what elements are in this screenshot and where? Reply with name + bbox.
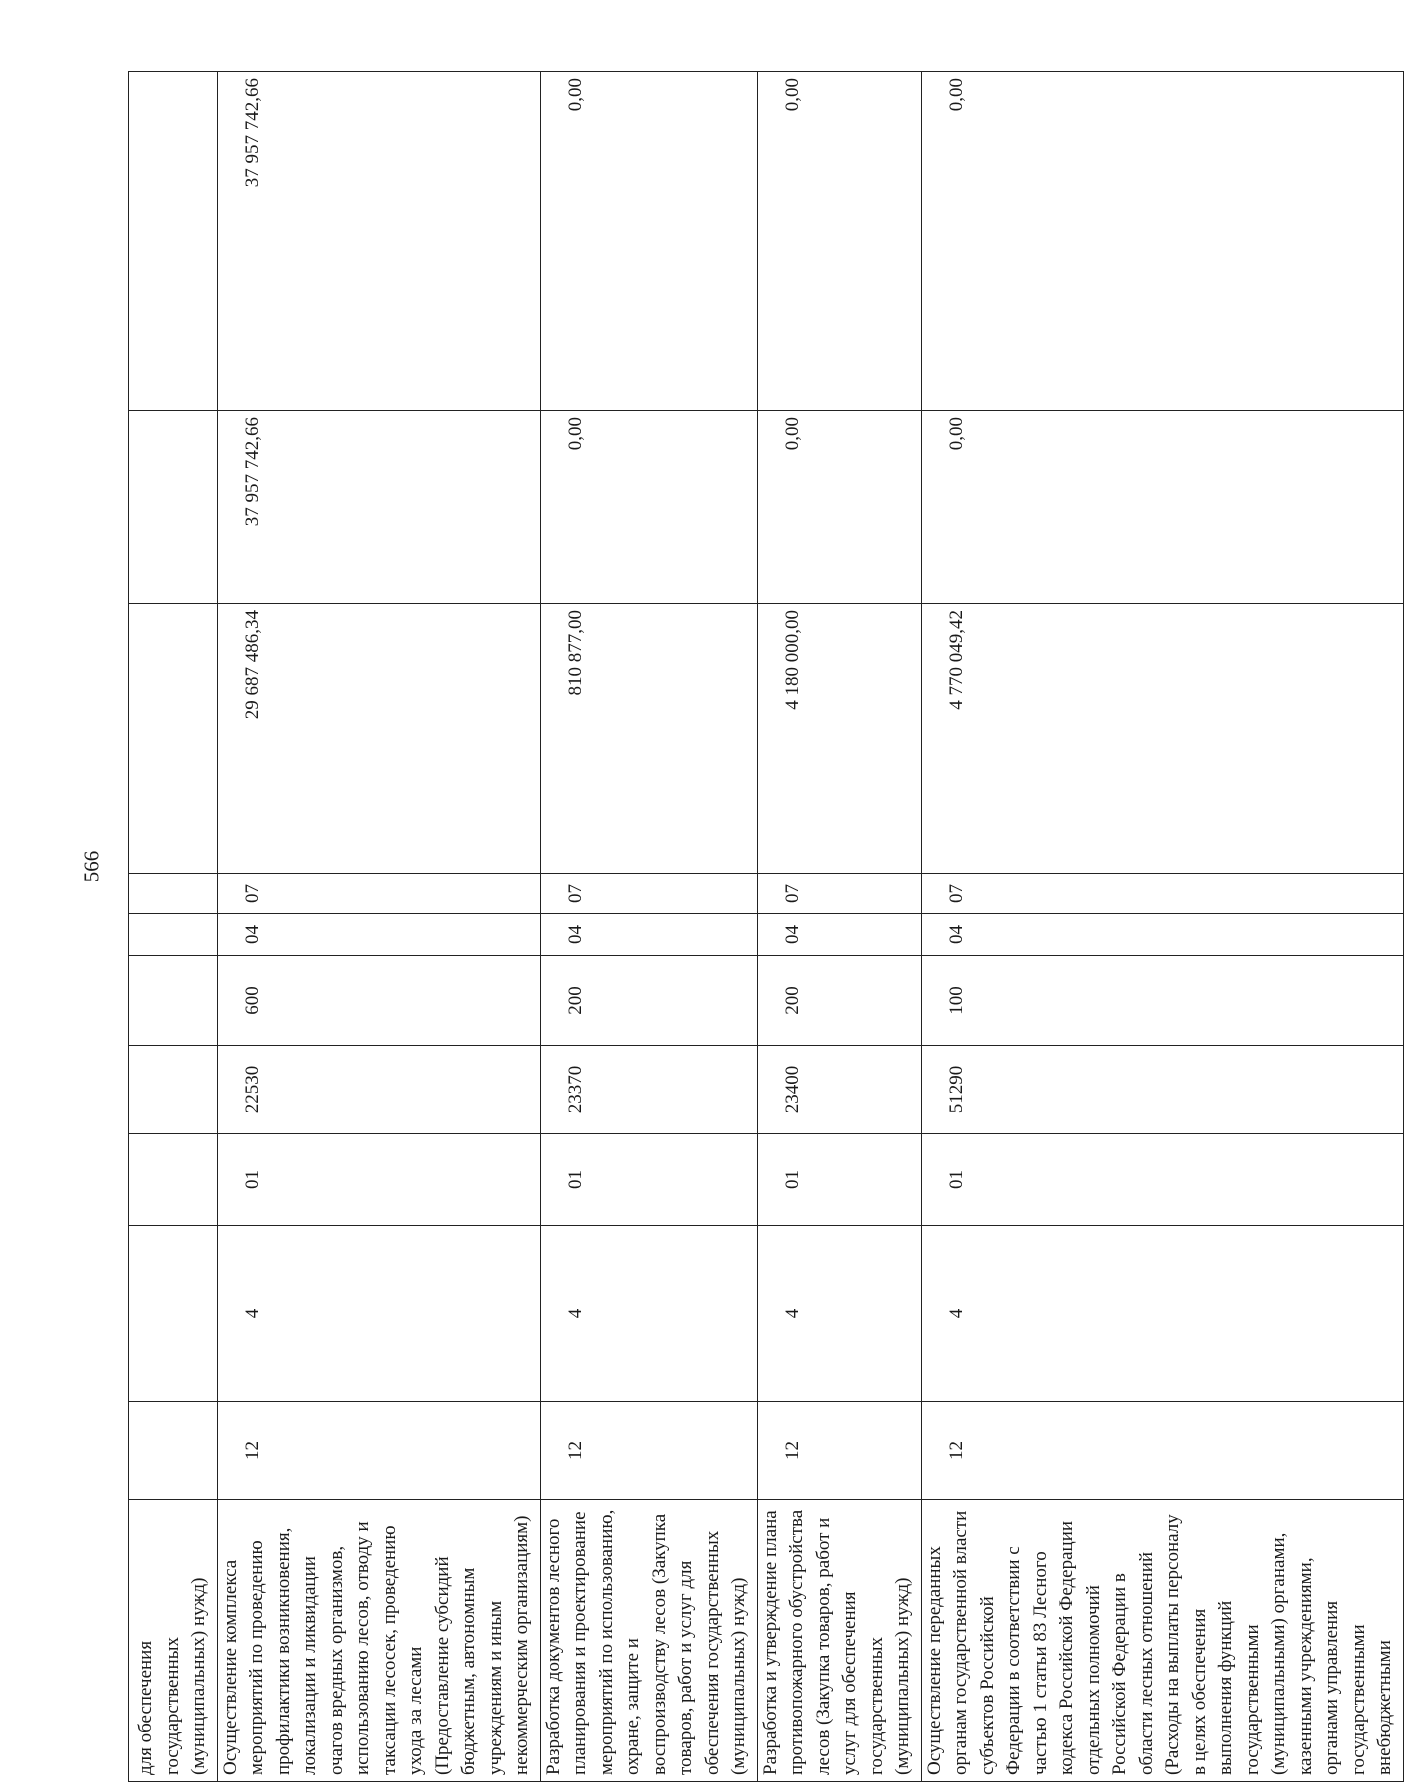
table-row bbox=[921, 72, 1403, 1782]
amount-year2-cell bbox=[129, 411, 218, 604]
table-row bbox=[217, 72, 540, 1782]
target-code-cell bbox=[129, 1046, 218, 1134]
activity-group-cell: 01 bbox=[540, 1134, 757, 1226]
program-code-cell: 12 bbox=[921, 1402, 1403, 1500]
expense-type-cell: 100 bbox=[921, 956, 1403, 1046]
amount-year3-cell: 37 957 742,66 bbox=[217, 72, 540, 411]
section-cell bbox=[129, 914, 218, 956]
subsection-cell: 07 bbox=[921, 874, 1403, 914]
expense-type-cell: 200 bbox=[540, 956, 757, 1046]
program-code-cell bbox=[129, 1402, 218, 1500]
activity-group-cell: 01 bbox=[921, 1134, 1403, 1226]
target-code-cell: 23370 bbox=[540, 1046, 757, 1134]
activity-group-cell bbox=[129, 1134, 218, 1226]
amount-year1-cell: 810 877,00 bbox=[540, 604, 757, 874]
subprogram-cell: 4 bbox=[540, 1226, 757, 1402]
page-number: 566 bbox=[79, 850, 104, 883]
subsection-cell: 07 bbox=[217, 874, 540, 914]
program-code-cell: 12 bbox=[217, 1402, 540, 1500]
expense-type-cell: 600 bbox=[217, 956, 540, 1046]
section-cell: 04 bbox=[757, 914, 921, 956]
amount-year3-cell bbox=[129, 72, 218, 411]
row-name-cell: для обеспечения государственных (муниципальных) нужд) bbox=[129, 1500, 218, 1782]
target-code-cell: 23400 bbox=[757, 1046, 921, 1134]
activity-group-cell: 01 bbox=[757, 1134, 921, 1226]
amount-year2-cell: 0,00 bbox=[540, 411, 757, 604]
amount-year1-cell: 4 180 000,00 bbox=[757, 604, 921, 874]
subsection-cell: 07 bbox=[540, 874, 757, 914]
section-cell: 04 bbox=[540, 914, 757, 956]
row-name-cell: Осуществление комплекса мероприятий по проведению профилактики возникновения, локализации и ликвидации очагов вредных организмов, использованию лесов, отводу и таксации лесосек, проведению ухода за лесами (Предоставление субсидий бюджетным, автономным учреждениям и иным некоммерческим организациям) bbox=[217, 1500, 540, 1782]
amount-year1-cell: 4 770 049,42 bbox=[921, 604, 1403, 874]
subprogram-cell bbox=[129, 1226, 218, 1402]
subsection-cell bbox=[129, 874, 218, 914]
budget-table bbox=[128, 71, 1404, 1782]
table-row bbox=[757, 72, 921, 1782]
amount-year2-cell: 0,00 bbox=[921, 411, 1403, 604]
table-row bbox=[129, 72, 218, 1782]
subprogram-cell: 4 bbox=[757, 1226, 921, 1402]
section-cell: 04 bbox=[217, 914, 540, 956]
row-name-cell: Разработка и утверждение плана противопожарного обустройства лесов (Закупка товаров, работ и услуг для обеспечения государственных (муниципальных) нужд) bbox=[757, 1500, 921, 1782]
subprogram-cell: 4 bbox=[217, 1226, 540, 1402]
target-code-cell: 51290 bbox=[921, 1046, 1403, 1134]
subsection-cell: 07 bbox=[757, 874, 921, 914]
subprogram-cell: 4 bbox=[921, 1226, 1403, 1402]
row-name-cell: Осуществление переданных органам государственной власти субъектов Российской Федерации в соответствии с частью 1 статьи 83 Лесного кодекса Российской Федерации отдельных полномочий Российской Федерации в области лесных отношений (Расходы на выплаты персоналу в целях обеспечения выполнения функций государственными (муниципальными) органами, казенными учреждениями, органами управления государственными внебюджетными bbox=[921, 1500, 1403, 1782]
amount-year3-cell: 0,00 bbox=[540, 72, 757, 411]
amount-year2-cell: 37 957 742,66 bbox=[217, 411, 540, 604]
amount-year1-cell: 29 687 486,34 bbox=[217, 604, 540, 874]
budget-table-container bbox=[128, 72, 1395, 1782]
amount-year3-cell: 0,00 bbox=[757, 72, 921, 411]
program-code-cell: 12 bbox=[540, 1402, 757, 1500]
amount-year3-cell: 0,00 bbox=[921, 72, 1403, 411]
table-row bbox=[540, 72, 757, 1782]
program-code-cell: 12 bbox=[757, 1402, 921, 1500]
amount-year1-cell bbox=[129, 604, 218, 874]
amount-year2-cell: 0,00 bbox=[757, 411, 921, 604]
expense-type-cell: 200 bbox=[757, 956, 921, 1046]
section-cell: 04 bbox=[921, 914, 1403, 956]
target-code-cell: 22530 bbox=[217, 1046, 540, 1134]
activity-group-cell: 01 bbox=[217, 1134, 540, 1226]
expense-type-cell bbox=[129, 956, 218, 1046]
row-name-cell: Разработка документов лесного планирования и проектирование мероприятий по использованию, охране, защите и воспроизводству лесов (Закупка товаров, работ и услуг для обеспечения государственных (муниципальных) нужд) bbox=[540, 1500, 757, 1782]
